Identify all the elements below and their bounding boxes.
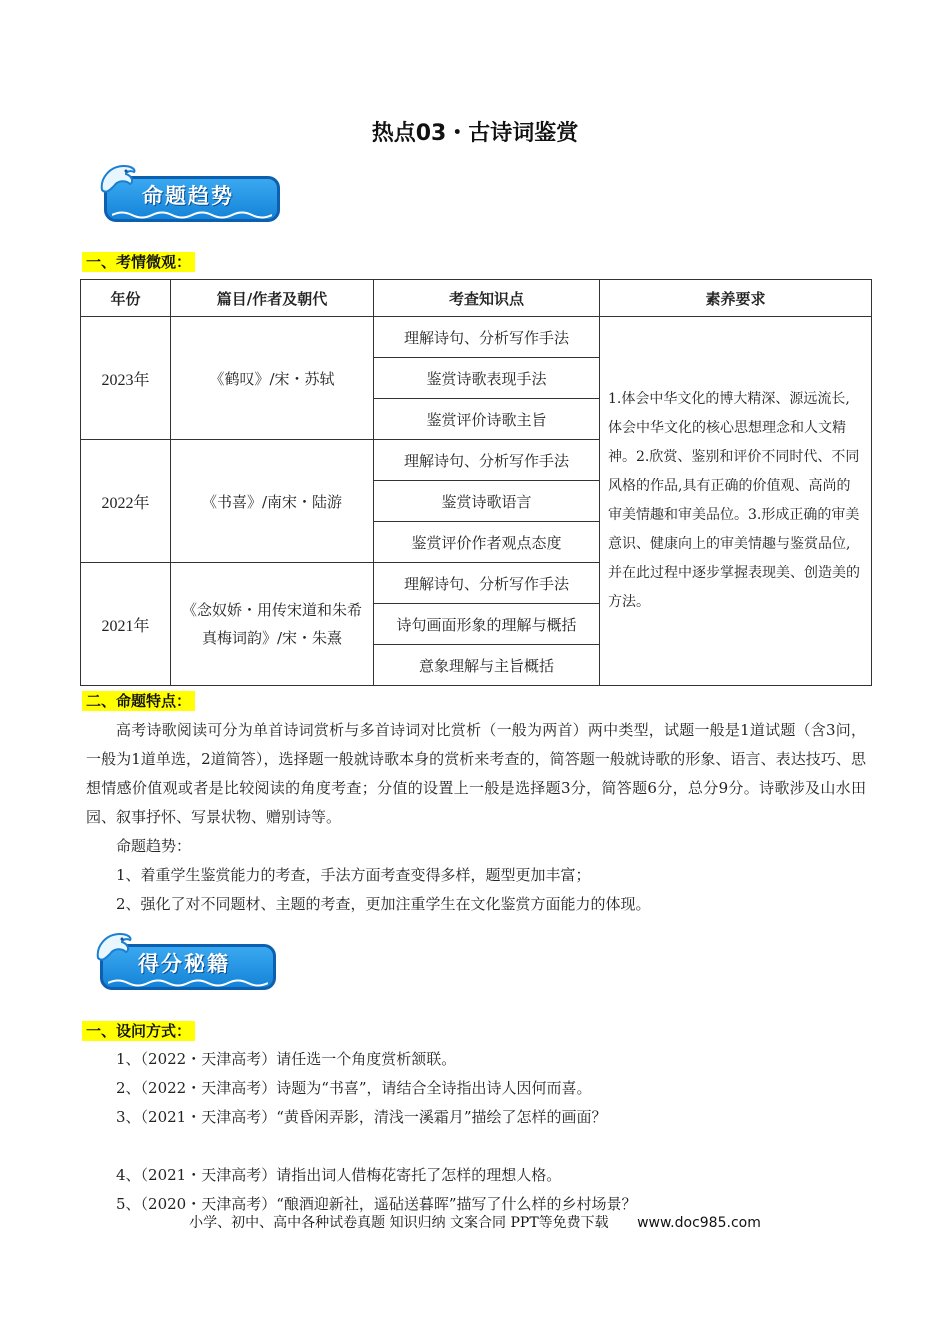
trend-item: 2、强化了对不同题材、主题的考查，更加注重学生在文化鉴赏方面能力的体现。	[116, 895, 651, 913]
point-cell: 理解诗句、分析写作手法	[374, 563, 600, 604]
point-cell: 诗句画面形象的理解与概括	[374, 604, 600, 645]
year-cell: 2023年	[81, 317, 171, 440]
work-cell: 《鹤叹》/宋・苏轼	[171, 317, 374, 440]
section-question-forms: 一、设问方式：	[82, 1021, 195, 1041]
work-cell: 《念奴娇・用传宋道和朱希真梅词韵》/宋・朱熹	[171, 563, 374, 686]
question-item: 1、（2022・天津高考）请任选一个角度赏析颔联。	[116, 1050, 457, 1068]
features-block	[86, 716, 866, 919]
trend-item: 1、着重学生鉴赏能力的考查，手法方面考查变得多样，题型更加丰富；	[116, 866, 591, 884]
section-features: 二、命题特点：	[82, 691, 195, 711]
section-exam-overview: 一、考情微观：	[82, 252, 195, 272]
work-cell: 《书喜》/南宋・陆游	[171, 440, 374, 563]
point-cell: 鉴赏诗歌语言	[374, 481, 600, 522]
question-item: 3、（2021・天津高考）“黄昏闲弄影，清浅一溪霜月”描绘了怎样的画面？	[116, 1108, 607, 1126]
page-title: 热点03・古诗词鉴赏	[371, 121, 579, 146]
questions-block	[86, 1045, 866, 1219]
header-points: 考查知识点	[374, 280, 600, 317]
exam-table	[80, 279, 872, 686]
point-cell: 理解诗句、分析写作手法	[374, 317, 600, 358]
footer-link[interactable]: www.doc985.com	[637, 1215, 761, 1231]
badge-label: 得分秘籍	[138, 952, 230, 976]
dolphin-icon	[92, 928, 136, 972]
header-requirements: 素养要求	[600, 280, 872, 317]
table-header-row	[81, 280, 872, 317]
point-cell: 意象理解与主旨概括	[374, 645, 600, 686]
year-cell: 2021年	[81, 563, 171, 686]
wave-icon	[108, 978, 268, 988]
badge-label: 命题趋势	[142, 184, 234, 208]
question-item: 4、（2021・天津高考）请指出词人借梅花寄托了怎样的理想人格。	[116, 1166, 562, 1184]
spacer	[86, 1132, 866, 1161]
dolphin-icon	[96, 160, 140, 204]
header-year: 年份	[81, 280, 171, 317]
year-cell: 2022年	[81, 440, 171, 563]
badge-scoring	[92, 928, 278, 992]
requirements-cell: 1.体会中华文化的博大精深、源远流长,体会中华文化的核心思想理念和人文精神。2.欣赏、鉴别和评价不同时代、不同风格的作品,具有正确的价值观、高尚的审美情趣和审美品位。3.形成正确的审美意识、健康向上的审美情趣与鉴赏品位,并在此过程中逐步掌握表现美、创造美的方法。	[600, 317, 872, 686]
question-item: 2、（2022・天津高考）诗题为“书喜”，请结合全诗指出诗人因何而喜。	[116, 1079, 592, 1097]
point-cell: 理解诗句、分析写作手法	[374, 440, 600, 481]
footer-text: 小学、初中、高中各种试卷真题 知识归纳 文案合同 PPT等免费下载	[189, 1215, 609, 1231]
badge-trend	[96, 160, 282, 224]
header-work: 篇目/作者及朝代	[171, 280, 374, 317]
trend-title: 命题趋势：	[116, 837, 192, 855]
wave-icon	[112, 210, 272, 220]
table-row	[81, 317, 872, 358]
features-paragraph: 高考诗歌阅读可分为单首诗词赏析与多首诗词对比赏析（一般为两首）两中类型，试题一般是1道试题（含3问，一般为1道单选，2道简答），选择题一般就诗歌本身的赏析来考查的，简答题一般就诗歌的形象、语言、表达技巧、思想情感价值观或者是比较阅读的角度考查；分值的设置上一般是选择题3分，简答题6分，总分9分。诗歌涉及山水田园、叙事抒怀、写景状物、赠别诗等。	[86, 721, 866, 826]
footer	[0, 1212, 950, 1232]
question-item: 5、（2020・天津高考）“酿酒迎新社，遥砧送暮晖”描写了什么样的乡村场景？	[116, 1195, 637, 1213]
point-cell: 鉴赏评价作者观点态度	[374, 522, 600, 563]
point-cell: 鉴赏评价诗歌主旨	[374, 399, 600, 440]
point-cell: 鉴赏诗歌表现手法	[374, 358, 600, 399]
